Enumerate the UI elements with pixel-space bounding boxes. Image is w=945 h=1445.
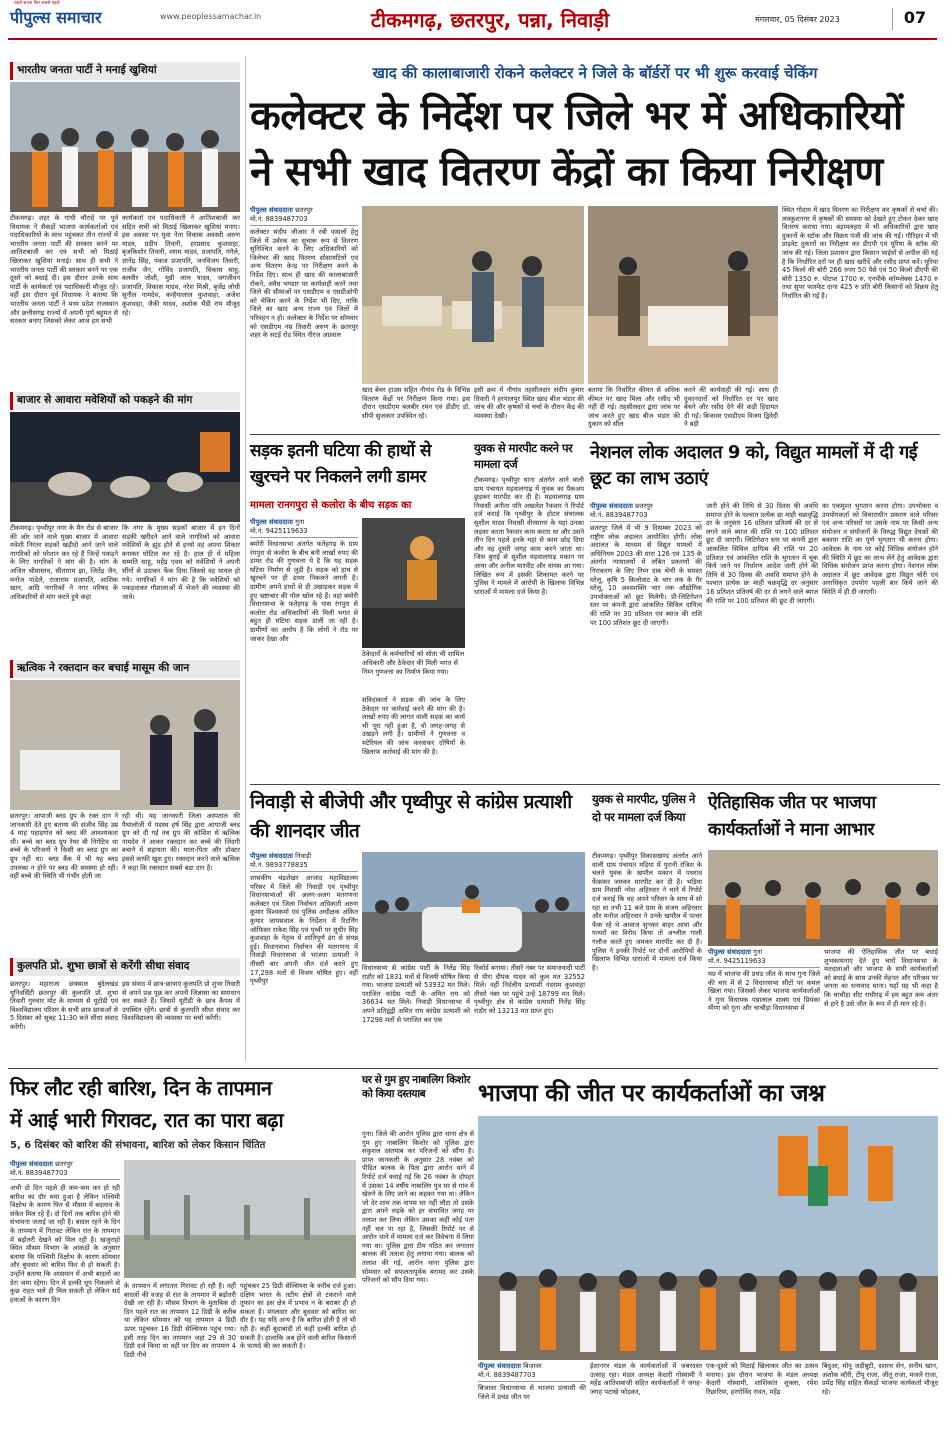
assault1-text: टीकमगढ़। पृथ्वीपुर थाना अंतर्गत आने वाली ग्राम पंचायत मड़वालगाढ़ में युवक का पैकअप छुड़कर मारपीट कर दी है। मड़वालगाढ़ ग्राम निवासी अनीता पति अखलेश रैकवार ने रिपोर्ट दर्ज कराई कि पृथ्वीपुर के होटल संचालक सुशील यादव निवासी वीरसागर के यहां उनका लड़का करता रैकवार काम करता था और उसने तीन दिन पहले इनके यहां से काम छोड़ दिया और वह दूसरी जगह काम करने जाता था। जिस बुराई से सुशील मड़वालगाढ़ मकान पर आया और अनील मारपीट और वापस आ गया। लिखित रूप में इसकी शिकायत करने पर पुलिस ने मामले में आरोपी के खिलाफ विभिन्न धाराओं में मामला दर्ज किया है। xyxy=(474,476,587,596)
lead-text-1: कलेक्टर संदीप जीआर ने रबी फसलों हेतु जिले में उर्वरक का सुचारू रूप से वितरण सुनिश्चित करने के लिए अधिकारियों को जिलेभर की खाद वितरण सोसायटियों एवं अन्य वितरण केन्द्र पर निरीक्षण करने के निर्देश दिए। साथ ही खाद की कालाबाजारी रोकने, अवैध भण्डार पर कार्यवाही करने तथा जिले की सीमाओं पर एसडीएम व एसडीओपी को चेकिंग करने के निर्देश भी दिए, ताकि जिले का खाद अन्य राज्य एवं जिलों में परिवहन न हो। कलेक्टर के निर्देश पर सोमवार को एसडीएम नम्र तिवारी अरुण के छतरपुर शहर के सटई रोड स्थित नीरज अग्रवाल xyxy=(250,228,361,340)
lok-adalat-text-2: जारी होने की तिथि से 30 दिवस की अवधि समाप्त होने के पश्चात प्रत्येक छः माही चक्रवृद्धि दर के अनुसार 16 प्रतिशत प्रतिवर्ष की दर से लगने वाले ब्याज की राशि पर 100 प्रतिशत छूट दी जाएगी। लिटिगेशन स्तर पर कंपनी द्वारा आंकलित सिविल दायित्व की राशि पर 20 प्रतिशत एवं आंकलित राशि के भुगतान में चूक किये जाने पर निर्धारण आदेश जारी होने की तिथि से 30 दिवस की अवधि समाप्त होने के पश्चात प्रत्येक छः माही चक्रवृद्धि दर अनुसार 16 प्रतिशत प्रतिवर्ष की दर से लगने वाले ब्याज की राशि पर 100 प्रतिशत की छूट दी जाएगी। xyxy=(706,502,821,605)
niwari-byline-name: पीपुल्स संवाददाता xyxy=(250,852,294,860)
column-rule-left xyxy=(245,56,246,1061)
assault2-headline: युवक से मारपीट, पुलिस ने दो पर मामला दर्ज किया xyxy=(592,792,695,824)
region-title: टीकमगढ़, छतरपुर, पन्ना, निवाड़ी xyxy=(370,8,610,32)
bjp-win-text-3: एक-दूसरे को मिठाई खिलाकर जीत का उत्सव मनाया। इस दौरान भाजपा के मंडल अध्यक्ष केदारी गोस्वामी, शाशिकांत शुक्ला, रमेश रिछारिया, हरगोविंद रावत, महेंद्र xyxy=(706,1362,821,1396)
lower-rule xyxy=(8,1068,938,1069)
lead-bottom-rule xyxy=(250,434,940,435)
page-number: 07 xyxy=(892,8,937,30)
photo-lead-inspection-1 xyxy=(362,206,584,384)
section-bjp-celebration: भारतीय जनता पार्टी ने मनाई खुशियां xyxy=(10,62,240,80)
bjp-win-text-2: ईशानगर मंडल के कार्यकर्ताओं में जबरदस्त उत्साह रहा। मंडल अध्यक्ष केदारी गोस्वामी ने महेंद्र आतिशबाजी सहित कार्यकर्ताओं ने जगह-जगह पटाखे फोड़कर, xyxy=(590,1362,705,1396)
lok-adalat-byline-mobile: मो.नं. 8839487703 xyxy=(590,511,648,519)
missing-text: गुना। जिले की आरोन पुलिस द्वारा थाना क्षेत्र से गुम हुए नाबालिग किशोर को पुलिस द्वारा सकुशल दस्तयाब कर परिजनों को सौंपा है। प्राप्त जानकारी के अनुसार 28 नवंबर को पीड़ित बालक के पिता द्वारा आरोन थाने में रिपोर्ट दर्ज कराई गई कि 26 नवंबर के दोपहर में उसका 14 वर्षीय नाबालिग पुत्र घर से गांव में खेलने के लिए जाने का कहकर गया था। लेकिन जो देर शाम तक वापस घर नहीं लौटा तो उसके द्वारा अपने लड़के को हर संभावित जगह पर तलाश कर लिया लेकिन उसका कहीं कोई पता नहीं चल पा रहा है, जिसकी रिपोर्ट पर से आरोन थाने में मामला दर्ज कर विवेचना में लिया गया था। पुलिस द्वारा टीम गठित कर लगातार बालक की तलाश हेतु लगाया गया। बालक को तलाश की गई, आरोन थाना पुलिस द्वारा सोमवार को सफलतापूर्वक बरामद कर उसके परिजनों को सौंप दिया गया। xyxy=(362,1130,477,1285)
road-text-1: बमोरी विधानसभा अंतर्गत फतेहगढ़ के ग्राम रंगपुरा से कलोरा के बीच बनी लाखों रुपए की डामर रोड की गुणवत्ता ये है कि यह सड़क घटिया निर्माण से जुड़ी है। सड़क को हाथ से खुरचने पर ही डामर निकलने लगती है। ग्रामीण अपने हाथों से ही उखाड़कर सड़क में हुए भ्रष्टाचार की पोल खोल रहे हैं। वहां बमोरी विधानसभा के फतेहगढ़ के पास रंगपुरा से कलोरा रोड अधिकारियों की मिली भगत से बहुत ही घटिया सड़क डाली जा रही है। ग्रामीणों का आरोप है कि लोगों ने रोड पर जाकर देखा और xyxy=(250,540,361,643)
rain-byline-mobile: मो.नं. 8839487703 xyxy=(10,1169,68,1177)
road-byline-name: पीपुल्स संवाददाता xyxy=(250,518,294,526)
photo-road-damage-art xyxy=(362,518,465,648)
photo-rain-fog-art xyxy=(124,1160,356,1278)
thanks-byline-name: पीपुल्स संवाददाता xyxy=(708,948,752,956)
niwari-text-2: विधानसभा से कांग्रेस पार्टी के नितेंद्र सिंह राठौर को 1831 मतों से विजयी घोषित किया गया। भाजपा प्रत्याशी को 53932 मत मिले। पराजित कांग्रेस पार्टी के अमित राय को 36634 मत मिले। निवाड़ी विधानसभा में अपने प्रतिद्वंद्वी अमित राय कांग्रेस प्रत्याशी को 17298 मतों से पराजित कर एक xyxy=(362,964,473,1024)
lok-adalat-text-1: छतरपुर जिले में भी 9 दिसम्बर 2023 को राष्ट्रीय लोक अदालत आयोजित होगी। लोक अदालत के माध्यम से विद्युत मामलों में अधिनियम 2003 की धारा 126 एवं 135 के अंतर्गत न्यायालयों में लंबित प्रकरणों की निराकरण के लिए निम्न दाब श्रेणी के समस्त घरेलू, कृषि 5 किलोवाट के भार तक के गैर घरेलू, 10 अश्वशक्ति भार तक औद्योगिक उपभोक्ताओं को छूट मिलेगी। प्री-लिटिगेशन स्तर पर कंपनी द्वारा आंकलित सिविल दायित्व की राशि पर 30 प्रतिशत एवं ब्याज की राशि पर 100 प्रतिशत छूट दी जाएगी। xyxy=(590,524,705,627)
photo-bjp-win-rally xyxy=(478,1116,938,1360)
niwari-byline xyxy=(250,852,358,872)
road-text-2: संविदाकर्ता ने सड़क की जांच के लिए ठेकेदार पर कार्रवाई करने की मांग की है। लाखों रुपए की लागत वाली सड़क का कार्य भी पूरा नहीं हुआ है, वो जगह-जगह से उखड़ने लगी है। ग्रामीणों ने गुणवत्ता व मटेरियल की जांच करवाकर दोषियों के खिलाफ कार्रवाई की मांग की है। xyxy=(362,696,468,756)
photo-bjp-celebration-art xyxy=(10,82,240,212)
logo[interactable]: पीपुल्स समाचार xyxy=(10,8,102,27)
missing-headline: घर से गुम हुए नाबालिग किशोर को किया दस्तयाब xyxy=(362,1074,470,1100)
rain-subheadline: 5, 6 दिसंबर को बारिश की संभावना, बारिश को लेकर किसान चिंतित xyxy=(10,1140,266,1151)
assault1-headline: युवक से मारपीट करने पर मामला दर्ज xyxy=(474,441,573,471)
photo-niwari-victory-art xyxy=(362,852,585,962)
thanks-byline-mobile: मो.नं. 9425119633 xyxy=(708,957,766,965)
rain-byline-name: पीपुल्स संवाददाता xyxy=(10,1160,54,1168)
road-byline xyxy=(250,518,358,538)
rain-headline-line-1: फिर लौट रही बारिश, दिन के तापमान xyxy=(10,1076,272,1100)
website-link[interactable]: www.peoplessamachar.in xyxy=(160,12,262,21)
road-byline-mobile: मो.नं. 9425119633 xyxy=(250,527,308,535)
lead-kicker: खाद की कालाबाजारी रोकने कलेक्टर ने जिले के बॉर्डरों पर भी शुरू करवाई चेकिंग xyxy=(372,64,818,82)
bjp-celebration-text-2: कार्यकर्ता एवं पदाधिकारी ने आतिशबाजी कर सहित सभी को मिठाई खिलाकर खुशियां मनाए। इस अवसर पर युवा नेता विकास अवस्थी अरुण यादव, प्रदीप तिवारी, हरप्रसाद कुशवाहा, बृजकिशोर तिवारी, श्याम यादव, प्रजापति, गंगेले, ज्ञानेंद्र सिंह, पंकज प्रजापति, जनविजय तिवारी, राजीव जैन, गोविंद प्रजापति, विकास साहू, बलवीर जोशी, मुन्नी लाल यादव, जगजीवन प्रजापति, विकास यादव, नरेश मिश्री, बृजेंद्र लोधी सुनील नामदेव, कन्हैयालाल कुशवाहा, अजेश कुशवाहा, जैकी यादव, अशोक भैंडी राय मौजूद रहे। xyxy=(122,214,243,317)
rain-text-3: पहुंचकर 25 डिग्री सेल्सियस के करीब दर्ज हुआ। दक्षिण भारत के तटीय क्षेत्रों से टकराने वाले तूफान का इस क्षेत्र में प्रभाव न के बराबर ही हो सकता है। मंगलवार और बुधवार को बारिश का दौर है। यह यदि अन्य हैं कि बारिश होती है तो भी रही है। कहीं बूंदाबांदी तो कहीं हल्की बारिश हो सकती है। हालांकि अब होने वाली बारिश किसानों के फायदे की कर सकती है। xyxy=(240,1282,359,1351)
blood-donation-text-2: रही थी। यह जानकारी जिला अस्पताल की पैथालॉजी में पदस्थ हर्ष सिंह द्वारा आपाजी ब्लड ग्रुप को दी गई तब ग्रुप की कोशिश से ऋत्विक नामदेव ने आकर रक्तदान कर बच्चे की जिंदगी बचाने में सहायता की। माता-पिता और डॉक्टर इससे काफी खुश हुए। रक्तदान करने वाले ऋत्विक ने कहा कि रक्तदान सबसे बड़ा दान है। xyxy=(122,812,243,872)
thanks-text-1: मप्र में भाजपा की प्रचंड जीत के साथ गुना जिले की चार में से 2 विधानसभा सीटों पर कमल खिला गया। जिसको लेकर भाजपा कार्यकर्ताओं ने गुना विधायक पन्नालाल शाक्य एवं प्रियंका मीणा को गुना और चाचौड़ा विधानसभा में xyxy=(708,970,823,1013)
thanks-headline: ऐतिहासिक जीत पर भाजपा कार्यकर्ताओं ने माना आभार xyxy=(708,793,876,840)
niwari-text-1: शासकीय चंद्रशेखर आजाद महाविद्यालय परिसर में जिले की निवाड़ी एवं पृथ्वीपुर विधानसभाओं की अलग-अलग मतगणना कलेक्टर एवं जिला निर्वाचन अधिकारी अरुण कुमार विश्वकर्मा एवं पुलिस अधीक्षक अंकित कुमार जायसवाल के निर्देशन में रिटर्निंग ऑफिसर राकेश सिंह एवं पृथ्वी पर सुधीर सिंह कुशवाहा के नेतृत्व में शांतिपूर्ण ढंग से संपन्न हुई। विधानसभा निर्वाचन की मतगणना में निवाड़ी विधानसभा से भाजपा प्रत्याशी ने तीसरी बार अपनी जीत दर्ज करते हुए 17,298 मतों से विजय घोषित हुए। वहीं पृथ्वीपुर xyxy=(250,874,361,986)
rain-headline-line-2: में आई भारी गिरावट, रात का पारा बढ़ा xyxy=(10,1108,284,1132)
lead-text-5: करने की कार्यवाही की गई। साथ ही दुकानदारों को निर्धारित दर पर खाद बेचने और रसीद देने की कड़ी हिदायत दी गई। बिजावर एसडीएम विजय द्विवेदी ने बड़ी xyxy=(684,386,781,429)
lead-headline-line-2: ने सभी खाद वितरण केंद्रों का किया निरीक्षण xyxy=(250,149,883,195)
niwari-byline-place: निवाड़ी xyxy=(295,852,312,860)
assault2-text: टीकमगढ़। पृथ्वीपुर विकासखण्ड अंतर्गत आने वाली ग्राम पंचायत मड़िया में पुरानी रंजिश के चलते युवक के खपरैल मकान में पथराव फेंककर जमकर मारपीट कर दी है। भड़िया ग्राम निवासी नरेश अहिरवार ने थाने में रिपोर्ट दर्ज कराई कि वह अपने परिवार के साथ में सो रहा था तभी 11 बजे ग्राम के संजय अहिरवार और मनोज अहिरवार ने उनके खपरैल में पत्थर फेंक रहे थे आवाज सुनकर बाहर आया और पत्थरों का विरोध किया तो अश्लील गाली गलौज करते हुए जमकर मारपीट कर दी है। पुलिस ने इनकी रिपोर्ट पर दोनों आरोपियों के खिलाफ विभिन्न धाराओं में मामला दर्ज किया है। xyxy=(592,852,705,972)
photo-stray-cattle xyxy=(10,412,240,522)
road-photo-caption: ठेकेदारों के कर्मचारियों को सोता भी शामिल अधिकारी और ठेकेदार की मिली भगत से निम्न गुणवत्ता का निर्माण किया गया। xyxy=(362,650,465,694)
bjp-win-byline-name: पीपुल्स संवाददाता xyxy=(478,1362,522,1370)
stray-cattle-text-1: टीकमगढ़। पृथ्वीपुर नगर के मैन रोड से बाजार की ओर जाने वाले मुख्य बाजार में आवारा मवेशी निरंतर सड़कों खड़ीदो आने जाने वाले नागरिकों को परेशान कर रहे हैं जिन्हें पकड़ने के लिए नागरिकों ने मांग की है। मांग के अजित श्रीवास्तव, सीताराम झा, जितेंद्र जैन, मनोज पांडेले, राजाराम प्रजापति, आशिक खान, आदि नागरिकों ने नगर परिषद के अधिकारियों से मांग करते हुये कहा xyxy=(10,524,121,601)
thanks-byline xyxy=(708,948,820,968)
photo-blood-donation xyxy=(10,680,240,810)
photo-bjp-win-rally-art xyxy=(478,1116,938,1360)
lead-text-2: खाद बेचर हाउस सहित नौगांव रोड के विभिन्न वितरण केंद्रों पर निरीक्षण किया गया। इस दौरान एसडीएम बलबीर रमन एवं डीडीए डॉ. सीपी सुजकार उपस्थित रहे। xyxy=(362,386,473,420)
photo-lead-inspection-2-art xyxy=(588,206,778,384)
road-subheadline: मामला रानगपुरा से कलोरा के बीच सड़क का xyxy=(250,500,412,511)
stray-cattle-text-2: कि नगर के मुख्य सड़कों बाजार में इन दिनों सड़की खरीदने आने वाले नागरिकों को आवारा मवेशियों के झुंड होने से इनसे वह अपना शिकार बनाकर घोटिल कर रहे है। हाल ही में महिला सम्मति साहू, महेंद्र एवम को मवेशियों ने अपनी सींगों से उठाकर फेंक दिया जिससे वह घायल हो गये। नागरिकों ने मांग की है कि मवेशियों को पकड़वाकर गौशालाओं में भेजने की व्यवस्था की जावे। xyxy=(122,524,243,601)
bjp-win-byline-mobile: मो.नं. 8839487703 xyxy=(478,1371,536,1379)
section-vice-chancellor: कुलपति प्रो. शुभा छात्रों से करेंगी सीधा संवाद xyxy=(10,958,240,976)
thanks-text-2: भाजपा की ऐतिहासिक जीत पर बधाई शुभकामनाएं देते हुए चारों विधानसभा के मतदाताओं और भाजपा के सभी कार्यकर्ताओं को बधाई के साथ उनकी मेहनत और परिश्रम पर जनता का धन्यवाद माना। यहाँ यह भी कहा है कि चाचौड़ा सीट राघौगढ़ में हम बहुत कम अंतर से हारे है उसे जीत के रूप में ही मान रहे है। xyxy=(824,948,941,1008)
niwari-headline: निवाड़ी से बीजेपी और पृथ्वीपुर से कांग्रेस प्रत्याशी की शानदार जीत xyxy=(250,791,572,842)
lok-adalat-byline-place: छतरपुर xyxy=(635,502,653,510)
lead-byline-mobile: मो.नं. 8839487703 xyxy=(250,215,308,223)
section-blood-donation: ऋत्विक ने रक्तदान कर बचाई मासूम की जान xyxy=(10,660,240,678)
lok-adalat-byline xyxy=(590,502,702,522)
vice-chancellor-text-1: छतरपुर। महाराजा छत्रसाल बुंदेलखंड यूनिवर्सिटी छतरपुर की कुलपति प्रो. शुभा तिवारी गुरुवार मोट के माध्यम से यूटोडी एवं विश्वविद्यालय परिसर के सभी छात्र छात्राओं से 5 दिसंबर को सुबह 11:30 बजे सीधा संवाद करेंगी। xyxy=(10,980,121,1031)
masthead xyxy=(0,0,945,48)
bjp-win-headline: भाजपा की जीत पर कार्यकर्ताओं का जश्न xyxy=(478,1079,825,1107)
photo-thanks-workers xyxy=(708,850,938,946)
bjp-celebration-text-1: टीकमगढ़। शहर के गांधी चौराहे पर पूर्व विधायक ने सैकड़ों भाजपा कार्यकर्ताओं एवं पदाधिकारियों के साथ पहुंचकर तीन राज्यों में भारतीय जनता पार्टी की सरकार बनने पर आतिशबाजी कर एवं सभी को मिठाई खिलाकर खुशियां मनाई। साथ ही सभी ने भारतीय जनता पार्टी की सरकार बनने पर एक दूसरे को बधाई दी। इस दौरान उनके साथ पार्टी के कार्यकर्ता एवं पदाधिकारी मौजूद रहे। वहीं इस दौरान पूर्व विधायक ने बताया कि भारतीय जनता पार्टी ने मध्य प्रदेश राजस्थान और छत्तीसगढ़ राज्यों में अपनी पूर्ण बहुमत से सरकार बनाए जिसको लेकर आज हम सभी xyxy=(10,214,121,326)
lead-byline xyxy=(250,206,358,226)
photo-thanks-workers-art xyxy=(708,850,938,946)
rain-text-2: के तापमान में लगातार गिरावट हो रही है। वहीं बादलों की वजह से रात के तापमान में बढ़ोतरी देखी जा रही है। मौसम विभाग के मुताबिक दो दिन पहले रात का तापमान 12 डिग्री के करीब था लेकिन सोमवार को यह तापमान 4 डिग्री ऊपर पहुंचकर 16 डिग्री सेल्सियस पहुंच गया। इसी तरह दिन का तापमान जहां 29 से 30 डिग्री दर्ज किया था वहीं पर दिन का तापमान 4 डिग्री नीचे xyxy=(124,1282,239,1359)
thanks-byline-place: गुना xyxy=(753,948,763,956)
photo-bjp-celebration xyxy=(10,82,240,212)
lok-adalat-byline-name: पीपुल्स संवाददाता xyxy=(590,502,634,510)
niwari-text-3: रिकॉर्ड बनाया। तीसरे नंबर पर समाजवादी पार्टी से मीरा दीपक यादव को कुल मत 32552 मिले। वहीं निर्दलीय प्रत्याशी नंदराम कुशवाहा तीसरे नंबर पर पहुंचे उन्हें 18799 मत मिले। पृथ्वीपुर क्षेत्र से कांग्रेस प्रत्याशी नितेंद्र सिंह राठौर को 13213 मत प्राप्त हुए। xyxy=(474,964,588,1015)
photo-lead-inspection-2 xyxy=(588,206,778,384)
lead-text-6: स्थित गोदाम में खाद वितरण का निरीक्षण कर कृषकों से चर्चा की। लवकुशनगर में कृषकों की समस्या को देखते हुए टोकन देकर खाद वितरण कराया गया। बड़ामलहरा में भी अधिकारियों द्वारा खाद दुकानों के स्टॉक और विक्रय पंजी की जांच की गई। गौरिहार में भी प्राइवेट दुकानों का निरीक्षण कर डीएपी एवं यूरिया के स्टॉक की जांच की गई। जिला प्रशासन द्वारा किसान भाईयों से अपील की गई है कि निर्धारित दरों पर ही खाद खरीदें और रसीद प्राप्त करें। यूरिया 45 किलो की बोरी 266 रुपए 50 पैसे एवं 50 किलो डीएपी की बोरी 1350 रु. पोटाश 1700 रु. एनपीके कॉम्प्लेक्स 1470 रु तथा सुपर फास्फेट दाना 425 रु प्रति बोरी किसानों को विक्रय हेतु निर्धारित की गई है। xyxy=(782,206,941,300)
bjp-win-text-4: बिदुआ, मोनू जड़ीबूटी, दशरथ सेन, सनीम खान, अशोक कौरी, टीपू राजा, जीतू राजा, मजले राजा, प्रमेंद्र सिंह सहित सैकड़ों भाजपा कार्यकर्ता मौजूद रहे। xyxy=(822,1362,941,1396)
bjp-win-byline-place: बिजावर xyxy=(523,1362,542,1370)
issue-date: मंगलवार, 05 दिसंबर 2023 xyxy=(755,15,840,24)
photo-blood-donation-art xyxy=(10,680,240,810)
masthead-divider xyxy=(8,38,937,40)
photo-road-damage xyxy=(362,518,465,648)
mid-rule xyxy=(250,784,940,785)
photo-stray-cattle-art xyxy=(10,412,240,522)
rain-text-1: अभी दो दिन पहले ही कम-कम कर हो रही बारिश का दौर थमा हुआ है लेकिन पश्चिमी विक्षोभ के कारण फिर से मौसम में बदलाव के संकेत मिल रहे हैं। दो दिनों तक बारिश होने की संभावना जताई जा रही है। बादल रहने के दिन के तापमान में गिरावट लेकिन रात के तापमान में बढ़ोतरी देखने को मिल रही है। खजुराहो स्थित मौसम विभाग के आंकड़ों के अनुसार बताया कि पश्चिमी विक्षोभ के कारण सोमवार और बुधवार को बारिश फिर से हो सकती है। उन्होंने बताया कि आसमान में अभी बादलों का डेरा जमा रहेगा। दिन में हल्की धूप निकलने से कुछ राहत भले ही मिल सकती हो लेकिन सर्द हवाओं के कारण दिन xyxy=(10,1184,123,1304)
bjp-win-byline xyxy=(478,1362,586,1382)
rain-byline xyxy=(10,1160,120,1180)
lead-byline-name: पीपुल्स संवाददाता xyxy=(250,206,294,214)
road-headline: सड़क इतनी घटिया की हाथों से खुरचने पर निकलने लगी डामर xyxy=(250,441,432,487)
lok-adalat-text-3: का एकमुश्त भुगतान करना होगा। उपभोक्ता व उपयोगकर्ता को विचाराधीन प्रकरण वाले परिसर एवं अन्य परिसरों पर उसके नाम पर किसी अन्य संयोजन व संयोजनों के विरुद्ध विद्युत देयकों की बकाया राशि का पूर्ण भुगतान भी करना होगा। आवेदक के नाम पर कोई विधिक संयोजन होने की स्थिति में छूट का लाभ लेने हेतु आवेदक द्वारा विधिक संयोजन प्राप्त करना होगा। नेशनल लोक अदालत में छूट आवेदक द्वारा विद्युत चोरी एवं अनाधिकृत उपयोग पहली बार किये जाने की स्थिति में ही दी जाएगी। xyxy=(822,502,941,596)
lead-headline-line-1: कलेक्टर के निर्देश पर जिले भर में अधिकारियों xyxy=(250,93,903,139)
blood-donation-text-1: छतरपुर। आपाजी ब्लड ग्रुप के रक्त दान ने जानकारी देते हुए बताया की संजीव सिंह उम्र 4 माह पहाड़गांव को ब्लड की आवश्यकता थी। बच्चे का ब्लड ग्रुप रेयर बी निगेटिव था बच्चे के परिजनों ने किसी का ब्लड ग्रुप का ग्रुप नहीं था। ब्लड बैंक में भी यह ब्लड उपलब्ध न होने पर ब्लड की समस्या हो रही। वहीं बच्चे की स्थिति भी गंभीर होती जा xyxy=(10,812,121,881)
niwari-byline-mobile: मो.नं. 9893778835 xyxy=(250,861,308,869)
photo-rain-fog xyxy=(124,1160,356,1278)
photo-niwari-victory xyxy=(362,852,585,962)
vice-chancellor-text-2: इस संवाद में छात्र-छात्राएं कुलपति प्रो शुभा तिवारी से अपने प्रश्न पूछ कर अपनी जिज्ञासा का समाधान कर सकते हैं। जिसमें यूटीडी के छात्र कैंपस में उपस्थित रहेंगे। छात्रों से कुलपति सीधा संवाद कर विश्वविद्यालय की व्यवस्था पर चर्चा करेंगी। xyxy=(122,980,243,1023)
lead-text-4: बताया कि निर्धारित कीमत से अधिक कीमत पर खाद मिला और रसीद भी नहीं दी गई। तहसीलदार द्वारा जांच पर जांच करते हुए खाद बीज भंडार की दुकान को सील xyxy=(588,386,683,429)
rain-byline-place: छतरपुर xyxy=(55,1160,73,1168)
tagline: पहले सच्चा फिर सबसे पहले xyxy=(14,1,60,6)
section-stray-cattle: बाजार से आवारा मवेशियों को पकड़ने की मांग xyxy=(10,392,240,410)
lead-text-3: इसी क्रम में नौगांव तहसीलदार संदीप कुमार तिवारी ने हरपालपुर स्थित खाद बीज भंडार की जांच की और कृषकों से चर्चा के दौरान केंद्र की व्यवस्था देखी। xyxy=(474,386,587,420)
road-byline-place: गुना xyxy=(295,518,305,526)
lead-byline-place: छतरपुर xyxy=(295,206,313,214)
lok-adalat-headline: नेशनल लोक अदालत 9 को, विद्युत मामलों में दी गई छूट का लाभ उठाएं xyxy=(590,442,918,489)
photo-lead-inspection-1-art xyxy=(362,206,584,384)
bjp-win-text-1: बिजावर विधानसभा से भाजपा प्रत्याशी की जिले में प्रचंड जीत पर xyxy=(478,1384,589,1401)
